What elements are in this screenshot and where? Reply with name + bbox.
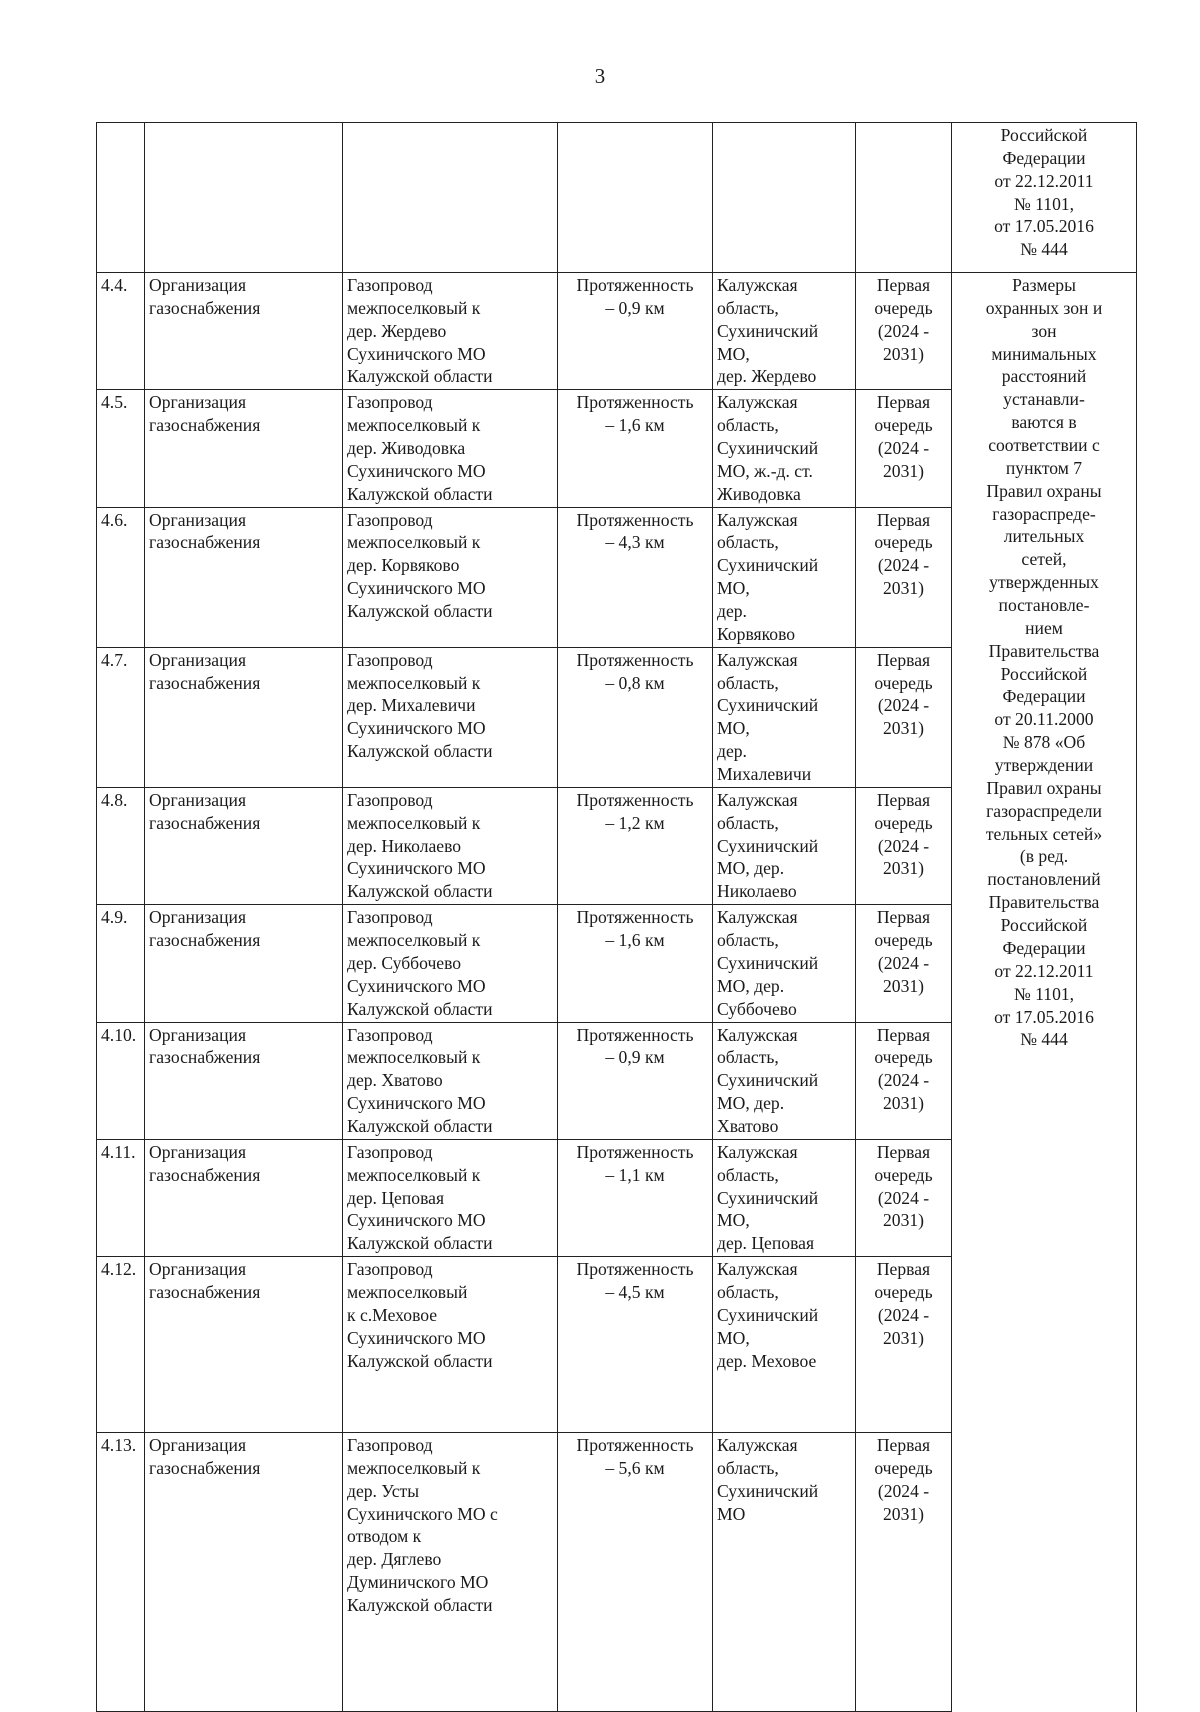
location-cell: Калужская область, Сухиничский МО, ж.-д. ст. Живодовка bbox=[713, 390, 856, 507]
object-name-cell: Газопровод межпоселковый к дер. Михалевичи Сухиничского МО Калужской области bbox=[343, 647, 558, 787]
location-cell: Калужская область, Сухиничский МО bbox=[713, 1432, 856, 1711]
row-number: 4.11. bbox=[97, 1139, 145, 1256]
stage-cell: Первая очередь (2024 - 2031) bbox=[856, 1139, 952, 1256]
object-name-cell: Газопровод межпоселковый к дер. Суббочево Сухиничского МО Калужской области bbox=[343, 905, 558, 1022]
row-number: 4.6. bbox=[97, 507, 145, 647]
cell-empty bbox=[856, 123, 952, 273]
stage-cell: Первая очередь (2024 - 2031) bbox=[856, 1022, 952, 1139]
location-cell: Калужская область, Сухиничский МО, дер. Корвяково bbox=[713, 507, 856, 647]
location-cell: Калужская область, Сухиничский МО, дер. Михалевичи bbox=[713, 647, 856, 787]
length-cell: Протяженность – 0,8 км bbox=[558, 647, 713, 787]
stage-cell: Первая очередь (2024 - 2031) bbox=[856, 390, 952, 507]
page-number: 3 bbox=[594, 64, 606, 88]
stage-cell: Первая очередь (2024 - 2031) bbox=[856, 1432, 952, 1711]
purpose-cell: Организация газоснабжения bbox=[145, 905, 343, 1022]
row-number: 4.5. bbox=[97, 390, 145, 507]
table-row-header-continuation bbox=[97, 123, 1137, 273]
location-cell: Калужская область, Сухиничский МО, дер. Николаево bbox=[713, 787, 856, 904]
stage-cell: Первая очередь (2024 - 2031) bbox=[856, 507, 952, 647]
purpose-cell: Организация газоснабжения bbox=[145, 647, 343, 787]
length-cell: Протяженность – 0,9 км bbox=[558, 273, 713, 390]
table-row bbox=[97, 1432, 1137, 1711]
purpose-cell: Организация газоснабжения bbox=[145, 1432, 343, 1711]
cell-empty bbox=[558, 123, 713, 273]
length-cell: Протяженность – 0,9 км bbox=[558, 1022, 713, 1139]
purpose-cell: Организация газоснабжения bbox=[145, 507, 343, 647]
location-cell: Калужская область, Сухиничский МО, дер. Хватово bbox=[713, 1022, 856, 1139]
row-number: 4.12. bbox=[97, 1257, 145, 1433]
object-name-cell: Газопровод межпоселковый к дер. Корвяково Сухиничского МО Калужской области bbox=[343, 507, 558, 647]
object-name-cell: Газопровод межпоселковый к дер. Усты Сухиничского МО с отводом к дер. Дяглево Думиничского МО Калужской области bbox=[343, 1432, 558, 1711]
object-name-cell: Газопровод межпоселковый к дер. Жердево Сухиничского МО Калужской области bbox=[343, 273, 558, 390]
note-cell-continuation bbox=[952, 123, 1137, 273]
stage-cell: Первая очередь (2024 - 2031) bbox=[856, 647, 952, 787]
row-number: 4.4. bbox=[97, 273, 145, 390]
object-name-cell: Газопровод межпоселковый к дер. Живодовка Сухиничского МО Калужской области bbox=[343, 390, 558, 507]
length-cell: Протяженность – 4,5 км bbox=[558, 1257, 713, 1433]
row-number: 4.9. bbox=[97, 905, 145, 1022]
row-number: 4.13. bbox=[97, 1432, 145, 1711]
object-name-cell: Газопровод межпоселковый к дер. Николаево Сухиничского МО Калужской области bbox=[343, 787, 558, 904]
stage-cell: Первая очередь (2024 - 2031) bbox=[856, 273, 952, 390]
length-cell: Протяженность – 1,1 км bbox=[558, 1139, 713, 1256]
purpose-cell: Организация газоснабжения bbox=[145, 787, 343, 904]
note-continuation-text: Российской Федерации от 22.12.2011 № 1101, от 17.05.2016 № 444 bbox=[994, 125, 1094, 260]
table-row bbox=[97, 273, 1137, 390]
stage-cell: Первая очередь (2024 - 2031) bbox=[856, 905, 952, 1022]
length-cell: Протяженность – 1,6 км bbox=[558, 390, 713, 507]
location-cell: Калужская область, Сухиничский МО, дер. Меховое bbox=[713, 1257, 856, 1433]
purpose-cell: Организация газоснабжения bbox=[145, 1022, 343, 1139]
length-cell: Протяженность – 5,6 км bbox=[558, 1432, 713, 1711]
planning-table bbox=[96, 122, 1137, 1712]
length-cell: Протяженность – 1,6 км bbox=[558, 905, 713, 1022]
purpose-cell: Организация газоснабжения bbox=[145, 390, 343, 507]
cell-empty bbox=[713, 123, 856, 273]
cell-empty bbox=[145, 123, 343, 273]
location-cell: Калужская область, Сухиничский МО, дер. Суббочево bbox=[713, 905, 856, 1022]
cell-empty bbox=[343, 123, 558, 273]
cell-empty bbox=[97, 123, 145, 273]
row-number: 4.8. bbox=[97, 787, 145, 904]
purpose-cell: Организация газоснабжения bbox=[145, 273, 343, 390]
length-cell: Протяженность – 4,3 км bbox=[558, 507, 713, 647]
row-number: 4.7. bbox=[97, 647, 145, 787]
object-name-cell: Газопровод межпоселковый к дер. Цеповая Сухиничского МО Калужской области bbox=[343, 1139, 558, 1256]
location-cell: Калужская область, Сухиничский МО, дер. Жердево bbox=[713, 273, 856, 390]
purpose-cell: Организация газоснабжения bbox=[145, 1139, 343, 1256]
protection-zone-note: Размеры охранных зон и зон минимальных расстояний устанавли- ваются в соответствии с пунктом 7 Правил охраны газораспреде- лительных сетей, утвержденных постановле- нием Правительства Российской Федерации от 20.11.2000 № 878 «Об утверждении Правил охраны газораспредели тельных сетей» (в ред. постановлений Правительства Российской Федерации от 22.12.2011 № 1101, от 17.05.2016 № 444 bbox=[952, 273, 1137, 1433]
row-number: 4.10. bbox=[97, 1022, 145, 1139]
stage-cell: Первая очередь (2024 - 2031) bbox=[856, 1257, 952, 1433]
length-cell: Протяженность – 1,2 км bbox=[558, 787, 713, 904]
object-name-cell: Газопровод межпоселковый к с.Меховое Сухиничского МО Калужской области bbox=[343, 1257, 558, 1433]
location-cell: Калужская область, Сухиничский МО, дер. Цеповая bbox=[713, 1139, 856, 1256]
purpose-cell: Организация газоснабжения bbox=[145, 1257, 343, 1433]
stage-cell: Первая очередь (2024 - 2031) bbox=[856, 787, 952, 904]
object-name-cell: Газопровод межпоселковый к дер. Хватово Сухиничского МО Калужской области bbox=[343, 1022, 558, 1139]
